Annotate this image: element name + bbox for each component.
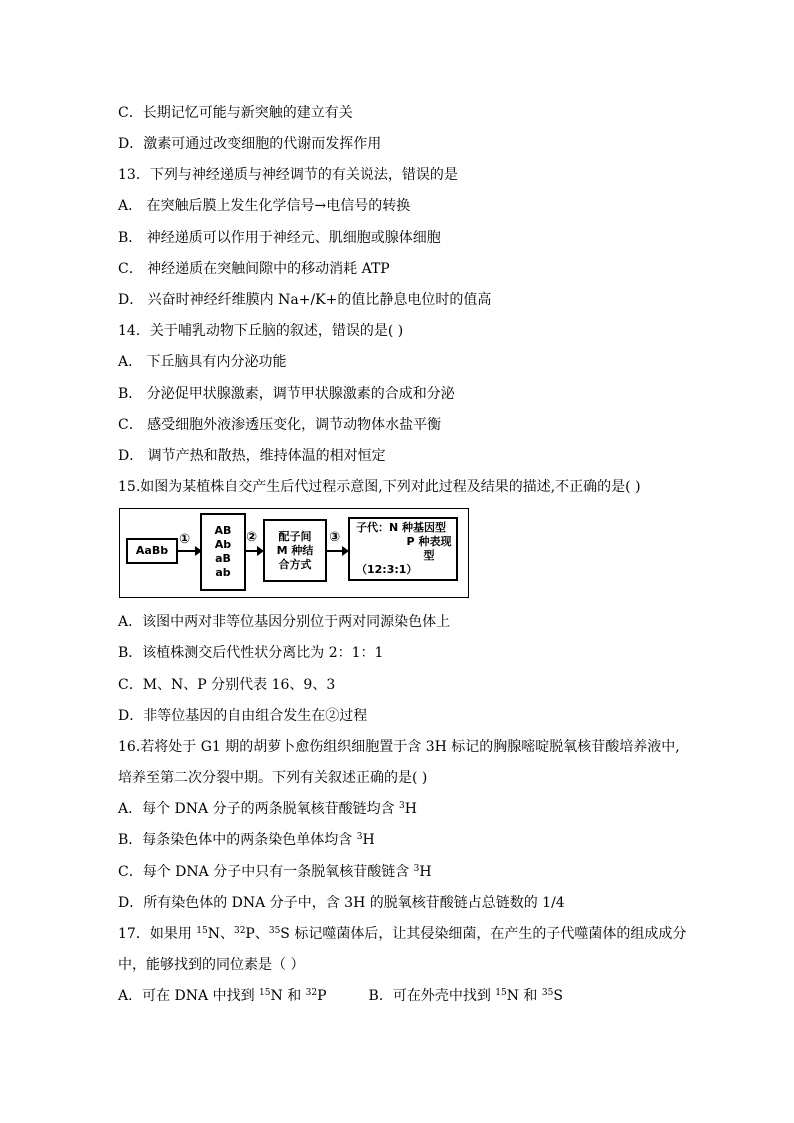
gamete-ab-lower: ab — [215, 566, 231, 579]
combination-box — [263, 519, 327, 582]
combination-line-2: M 种结 — [276, 543, 314, 557]
arrow-1 — [178, 550, 196, 552]
option-15b: B．该植株测交后代性状分离比为 2：1：1 — [118, 645, 384, 661]
question-17-text-a: 17．如果用 — [118, 926, 197, 942]
option-14a: A． 下丘脑具有内分泌功能 — [118, 354, 287, 370]
question-13: 13．下列与神经递质与神经调节的有关说法，错误的是 — [118, 167, 458, 183]
option-16a-text: A．每个 DNA 分子的两条脱氧核苷酸链均含 — [118, 801, 400, 817]
superscript-35: 35 — [268, 926, 281, 936]
option-13a: A． 在突触后膜上发生化学信号→电信号的转换 — [118, 198, 411, 214]
element-h: H — [419, 864, 432, 880]
superscript-3: 3 — [356, 832, 363, 842]
superscript-32: 32 — [305, 988, 318, 998]
parent-genotype: AaBb — [135, 544, 169, 557]
option-17a-end: P — [317, 988, 327, 1004]
option-14c: C． 感受细胞外液渗透压变化，调节动物体水盐平衡 — [118, 417, 442, 433]
options-17ab — [118, 986, 563, 1006]
question-17-text-b: N、 — [207, 926, 234, 942]
option-14d: D． 调节产热和散热，维持体温的相对恒定 — [118, 448, 386, 464]
superscript-15: 15 — [259, 988, 271, 998]
gametes-box — [200, 513, 246, 591]
option-13c: C． 神经递质在突触间隙中的移动消耗 ATP — [118, 261, 390, 277]
option-15a: A．该图中两对非等位基因分别位于两对同源染色体上 — [118, 614, 451, 630]
option-16d: D．所有染色体的 DNA 分子中，含 3H 的脱氧核苷酸链占总链数的 1/4 — [118, 895, 565, 911]
offspring-genotypes: 子代：N 种基因型 — [356, 521, 447, 534]
option-17a-text: A．可在 DNA 中找到 — [118, 988, 260, 1004]
option-17b-text: B．可在外壳中找到 — [368, 988, 496, 1004]
option-16c — [118, 862, 432, 882]
gamete-ab-mixed-2: aB — [215, 552, 231, 565]
option-17b-mid: N 和 — [506, 988, 542, 1004]
option-15c: C．M、N、P 分别代表 16、9、3 — [118, 677, 336, 693]
question-15: 15.如图为某植株自交产生后代过程示意图,下列对此过程及结果的描述,不正确的是( ) — [118, 479, 641, 495]
option-16c-text: C．每个 DNA 分子中只有一条脱氧核苷酸链含 — [118, 864, 414, 880]
option-15d: D．非等位基因的自由组合发生在②过程 — [118, 708, 368, 724]
superscript-3: 3 — [413, 864, 420, 874]
question-16-line-2: 培养至第二次分裂中期。下列有关叙述正确的是( ) — [118, 770, 428, 786]
offspring-phenotypes: P 种表现型 — [406, 535, 452, 562]
option-16b — [118, 830, 375, 850]
superscript-15: 15 — [196, 926, 208, 936]
combination-line-1: 配子间 — [278, 529, 312, 543]
option-12d: D．激素可通过改变细胞的代谢而发挥作用 — [118, 136, 382, 152]
step-2-label: ② — [246, 530, 258, 545]
offspring-box — [348, 517, 458, 581]
arrow-3 — [327, 550, 343, 552]
step-1-label: ① — [179, 532, 191, 547]
superscript-35: 35 — [541, 988, 554, 998]
element-h: H — [404, 801, 417, 817]
question-17-text-d: S 标记噬菌体后，让其侵染细菌，在产生的子代噬菌体的组成成分 — [280, 926, 687, 942]
question-17-line-1 — [118, 924, 686, 944]
question-16-line-1: 16.若将处于 G1 期的胡萝卜愈伤组织细胞置于含 3H 标记的胸腺嘧啶脱氧核苷酸培养液中, — [118, 739, 680, 755]
question-14: 14．关于哺乳动物下丘脑的叙述，错误的是( ) — [118, 323, 404, 339]
step-3-label: ③ — [329, 530, 341, 545]
gamete-ab-upper: AB — [214, 524, 232, 537]
superscript-3: 3 — [399, 801, 405, 811]
element-h: H — [362, 832, 375, 848]
option-13d: D． 兴奋时神经纤维膜内 Na+/K+的值比静息电位时的值高 — [118, 292, 492, 308]
superscript-32: 32 — [233, 926, 246, 936]
offspring-ratio: （12:3:1） — [356, 563, 418, 576]
combination-line-3: 合方式 — [278, 557, 312, 571]
parent-genotype-box — [126, 538, 178, 564]
question-17-text-c: P、 — [245, 926, 269, 942]
option-17b — [369, 988, 563, 1004]
process-diagram — [119, 508, 469, 598]
question-17-line-2: 中，能够找到的同位素是（ ） — [118, 957, 305, 973]
option-16b-text: B．每条染色体中的两条染色单体均含 — [118, 832, 357, 848]
option-14b: B． 分泌促甲状腺激素，调节甲状腺激素的合成和分泌 — [118, 386, 455, 402]
option-13b: B． 神经递质可以作用于神经元、肌细胞或腺体细胞 — [118, 230, 441, 246]
option-16a — [118, 799, 417, 819]
arrow-2 — [246, 550, 258, 552]
option-17b-end: S — [553, 988, 563, 1004]
gamete-ab-mixed: Ab — [214, 538, 232, 551]
option-17a — [118, 988, 327, 1004]
superscript-15: 15 — [495, 988, 507, 998]
option-17a-mid: N 和 — [270, 988, 306, 1004]
option-12c: C．长期记忆可能与新突触的建立有关 — [118, 105, 353, 121]
